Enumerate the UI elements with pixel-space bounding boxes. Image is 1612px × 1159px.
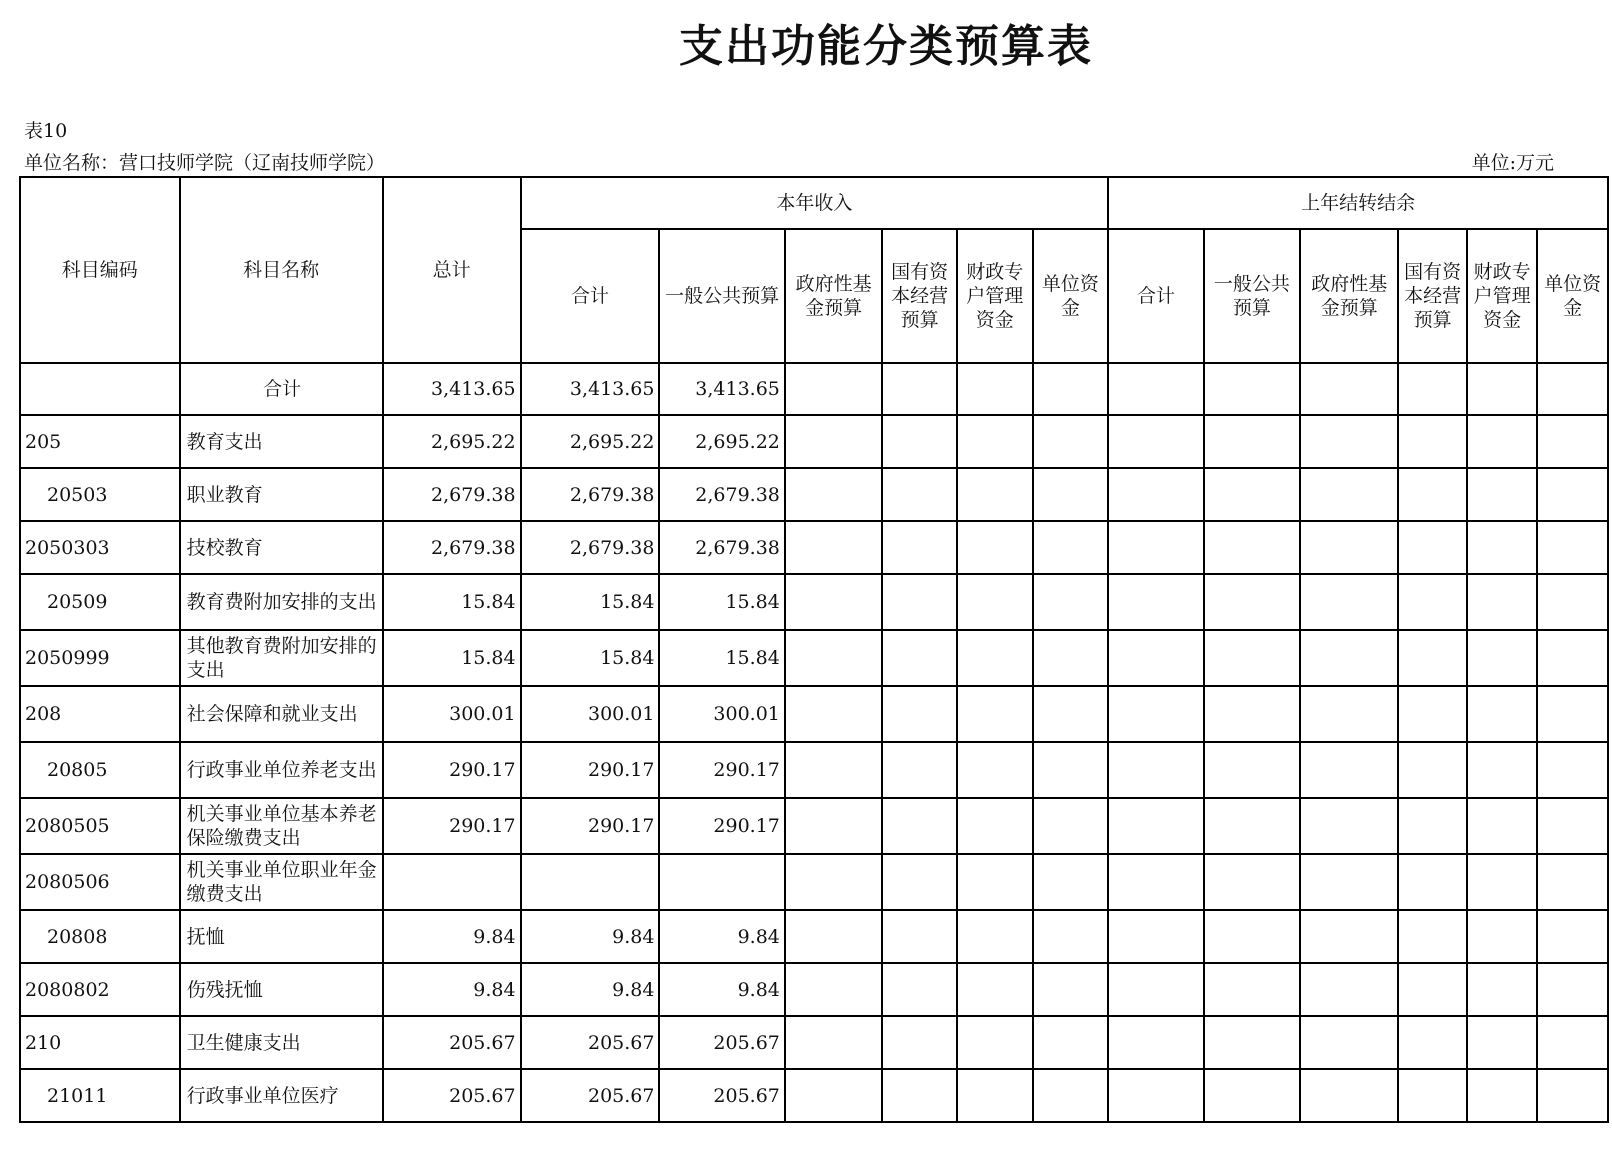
table-row — [20, 468, 1608, 521]
empty-cell — [1033, 742, 1109, 798]
cy-general-cell: 2,679.38 — [659, 468, 784, 521]
empty-cell — [785, 363, 882, 415]
table-row — [20, 363, 1608, 415]
empty-cell — [1204, 415, 1300, 468]
empty-cell — [882, 742, 957, 798]
table-row — [20, 854, 1608, 910]
unit-label: 单位:万元 — [1471, 152, 1554, 174]
empty-cell — [1537, 630, 1608, 686]
cy-general-cell: 2,695.22 — [659, 415, 784, 468]
header-cy-fiscal-special: 财政专户管理资金 — [957, 229, 1033, 363]
empty-cell — [1398, 415, 1466, 468]
empty-cell — [1204, 963, 1300, 1016]
empty-cell — [882, 686, 957, 742]
empty-cell — [1537, 1069, 1608, 1122]
cy-sum-cell: 9.84 — [521, 963, 660, 1016]
empty-cell — [957, 854, 1033, 910]
empty-cell — [1467, 415, 1537, 468]
empty-cell — [1467, 1016, 1537, 1069]
empty-cell — [785, 1016, 882, 1069]
header-cy-general: 一般公共预算 — [659, 229, 784, 363]
empty-cell — [882, 630, 957, 686]
empty-cell — [1033, 854, 1109, 910]
empty-cell — [1033, 686, 1109, 742]
empty-cell — [1204, 521, 1300, 574]
empty-cell — [1467, 468, 1537, 521]
table-row — [20, 742, 1608, 798]
empty-cell — [882, 415, 957, 468]
cy-general-cell: 15.84 — [659, 630, 784, 686]
empty-cell — [1204, 1016, 1300, 1069]
cy-sum-cell: 2,679.38 — [521, 468, 660, 521]
empty-cell — [957, 963, 1033, 1016]
header-co-unit-fund: 单位资金 — [1537, 229, 1608, 363]
header-co-state-capital: 国有资本经营预算 — [1398, 229, 1466, 363]
empty-cell — [1204, 574, 1300, 630]
subject-name-cell: 其他教育费附加安排的支出 — [180, 630, 383, 686]
total-cell: 300.01 — [383, 686, 521, 742]
total-cell: 290.17 — [383, 742, 521, 798]
empty-cell — [1467, 574, 1537, 630]
empty-cell — [785, 1069, 882, 1122]
subject-name-cell: 技校教育 — [180, 521, 383, 574]
cy-sum-cell: 290.17 — [521, 798, 660, 854]
header-co-sum: 合计 — [1108, 229, 1203, 363]
empty-cell — [1467, 630, 1537, 686]
total-cell: 2,695.22 — [383, 415, 521, 468]
subject-code-cell: 2050303 — [20, 521, 180, 574]
empty-cell — [1537, 468, 1608, 521]
empty-cell — [1300, 854, 1398, 910]
empty-cell — [1467, 742, 1537, 798]
table-header — [20, 177, 1608, 363]
cy-general-cell: 290.17 — [659, 798, 784, 854]
total-cell: 15.84 — [383, 630, 521, 686]
empty-cell — [785, 521, 882, 574]
cy-sum-cell: 15.84 — [521, 630, 660, 686]
header-name: 科目名称 — [180, 177, 383, 363]
total-cell: 9.84 — [383, 963, 521, 1016]
empty-cell — [1467, 521, 1537, 574]
empty-cell — [1537, 742, 1608, 798]
cy-sum-cell: 3,413.65 — [521, 363, 660, 415]
empty-cell — [1108, 854, 1203, 910]
table-row — [20, 1069, 1608, 1122]
header-cy-unit-fund: 单位资金 — [1033, 229, 1109, 363]
empty-cell — [785, 630, 882, 686]
table-row — [20, 686, 1608, 742]
subject-code-cell — [20, 363, 180, 415]
subject-code-cell: 208 — [20, 686, 180, 742]
empty-cell — [1467, 1069, 1537, 1122]
empty-cell — [882, 854, 957, 910]
empty-cell — [1537, 910, 1608, 963]
cy-sum-cell — [521, 854, 660, 910]
empty-cell — [785, 415, 882, 468]
empty-cell — [1398, 574, 1466, 630]
subject-code-cell: 210 — [20, 1016, 180, 1069]
empty-cell — [1398, 1016, 1466, 1069]
empty-cell — [1300, 415, 1398, 468]
empty-cell — [1300, 574, 1398, 630]
cy-general-cell — [659, 854, 784, 910]
unit-name: 单位名称：营口技师学院（辽南技师学院） — [24, 152, 386, 174]
subject-code-cell: 20805 — [20, 742, 180, 798]
cy-sum-cell: 9.84 — [521, 910, 660, 963]
subject-name-cell: 职业教育 — [180, 468, 383, 521]
empty-cell — [1300, 686, 1398, 742]
subject-code-cell: 20808 — [20, 910, 180, 963]
empty-cell — [957, 363, 1033, 415]
empty-cell — [785, 798, 882, 854]
empty-cell — [1033, 798, 1109, 854]
empty-cell — [1300, 468, 1398, 521]
header-total: 总计 — [383, 177, 521, 363]
subject-name-cell: 行政事业单位养老支出 — [180, 742, 383, 798]
subject-code-cell: 20503 — [20, 468, 180, 521]
empty-cell — [957, 686, 1033, 742]
empty-cell — [882, 1069, 957, 1122]
cy-general-cell: 290.17 — [659, 742, 784, 798]
empty-cell — [1398, 963, 1466, 1016]
header-carryover: 上年结转结余 — [1108, 177, 1608, 229]
empty-cell — [1398, 742, 1466, 798]
cy-sum-cell: 2,695.22 — [521, 415, 660, 468]
empty-cell — [1108, 1016, 1203, 1069]
empty-cell — [957, 468, 1033, 521]
empty-cell — [1398, 468, 1466, 521]
empty-cell — [1398, 686, 1466, 742]
header-co-gov-fund: 政府性基金预算 — [1300, 229, 1398, 363]
header-current-year: 本年收入 — [521, 177, 1109, 229]
empty-cell — [882, 521, 957, 574]
empty-cell — [1108, 363, 1203, 415]
subject-name-cell: 伤残抚恤 — [180, 963, 383, 1016]
cy-general-cell: 9.84 — [659, 963, 784, 1016]
table-row — [20, 798, 1608, 854]
subject-code-cell: 2080505 — [20, 798, 180, 854]
empty-cell — [1467, 363, 1537, 415]
empty-cell — [1398, 521, 1466, 574]
subject-name-cell: 机关事业单位基本养老保险缴费支出 — [180, 798, 383, 854]
empty-cell — [1537, 686, 1608, 742]
subject-name-cell: 合计 — [180, 363, 383, 415]
cy-sum-cell: 290.17 — [521, 742, 660, 798]
table-row — [20, 963, 1608, 1016]
empty-cell — [882, 910, 957, 963]
empty-cell — [1204, 1069, 1300, 1122]
empty-cell — [1033, 1016, 1109, 1069]
total-cell: 15.84 — [383, 574, 521, 630]
empty-cell — [1108, 910, 1203, 963]
table-row — [20, 910, 1608, 963]
empty-cell — [1467, 854, 1537, 910]
empty-cell — [1300, 963, 1398, 1016]
subject-code-cell: 21011 — [20, 1069, 180, 1122]
empty-cell — [1033, 415, 1109, 468]
empty-cell — [1204, 910, 1300, 963]
empty-cell — [1108, 742, 1203, 798]
empty-cell — [1537, 574, 1608, 630]
header-co-general: 一般公共预算 — [1204, 229, 1300, 363]
empty-cell — [1398, 854, 1466, 910]
total-cell: 2,679.38 — [383, 521, 521, 574]
empty-cell — [1398, 910, 1466, 963]
empty-cell — [957, 521, 1033, 574]
empty-cell — [785, 468, 882, 521]
empty-cell — [785, 742, 882, 798]
empty-cell — [1537, 963, 1608, 1016]
table-row — [20, 574, 1608, 630]
empty-cell — [785, 854, 882, 910]
empty-cell — [1033, 363, 1109, 415]
subject-name-cell: 社会保障和就业支出 — [180, 686, 383, 742]
subject-name-cell: 卫生健康支出 — [180, 1016, 383, 1069]
empty-cell — [957, 1016, 1033, 1069]
empty-cell — [1537, 363, 1608, 415]
empty-cell — [882, 963, 957, 1016]
cy-general-cell: 300.01 — [659, 686, 784, 742]
header-cy-state-capital: 国有资本经营预算 — [882, 229, 957, 363]
empty-cell — [1537, 521, 1608, 574]
empty-cell — [1467, 910, 1537, 963]
cy-sum-cell: 300.01 — [521, 686, 660, 742]
empty-cell — [1537, 415, 1608, 468]
empty-cell — [1300, 630, 1398, 686]
empty-cell — [1108, 798, 1203, 854]
empty-cell — [1033, 630, 1109, 686]
empty-cell — [957, 910, 1033, 963]
empty-cell — [785, 686, 882, 742]
empty-cell — [1398, 363, 1466, 415]
cy-sum-cell: 15.84 — [521, 574, 660, 630]
total-cell: 205.67 — [383, 1016, 521, 1069]
table-row — [20, 630, 1608, 686]
subject-code-cell: 2050999 — [20, 630, 180, 686]
empty-cell — [957, 415, 1033, 468]
empty-cell — [882, 798, 957, 854]
table-row — [20, 1016, 1608, 1069]
empty-cell — [1300, 1016, 1398, 1069]
empty-cell — [1204, 630, 1300, 686]
empty-cell — [1204, 742, 1300, 798]
empty-cell — [1204, 798, 1300, 854]
subject-name-cell: 教育费附加安排的支出 — [180, 574, 383, 630]
header-cy-gov-fund: 政府性基金预算 — [785, 229, 882, 363]
table-body — [20, 363, 1608, 1122]
empty-cell — [1537, 798, 1608, 854]
subject-code-cell: 2080802 — [20, 963, 180, 1016]
empty-cell — [1204, 468, 1300, 521]
total-cell: 290.17 — [383, 798, 521, 854]
header-co-fiscal-special: 财政专户管理资金 — [1467, 229, 1537, 363]
cy-sum-cell: 205.67 — [521, 1016, 660, 1069]
budget-table — [19, 176, 1609, 1123]
subject-name-cell: 机关事业单位职业年金缴费支出 — [180, 854, 383, 910]
empty-cell — [1537, 854, 1608, 910]
empty-cell — [1108, 686, 1203, 742]
table-row — [20, 521, 1608, 574]
empty-cell — [1300, 742, 1398, 798]
empty-cell — [1108, 468, 1203, 521]
subject-name-cell: 教育支出 — [180, 415, 383, 468]
empty-cell — [957, 1069, 1033, 1122]
cy-sum-cell: 2,679.38 — [521, 521, 660, 574]
empty-cell — [785, 574, 882, 630]
empty-cell — [1108, 963, 1203, 1016]
empty-cell — [957, 630, 1033, 686]
cy-general-cell: 205.67 — [659, 1016, 784, 1069]
empty-cell — [957, 798, 1033, 854]
cy-sum-cell: 205.67 — [521, 1069, 660, 1122]
empty-cell — [1398, 798, 1466, 854]
empty-cell — [1033, 468, 1109, 521]
subject-name-cell: 行政事业单位医疗 — [180, 1069, 383, 1122]
empty-cell — [1204, 686, 1300, 742]
empty-cell — [1300, 521, 1398, 574]
empty-cell — [957, 742, 1033, 798]
empty-cell — [1300, 1069, 1398, 1122]
empty-cell — [1108, 415, 1203, 468]
subject-code-cell: 2080506 — [20, 854, 180, 910]
empty-cell — [882, 363, 957, 415]
cy-general-cell: 15.84 — [659, 574, 784, 630]
empty-cell — [1204, 854, 1300, 910]
subject-code-cell: 205 — [20, 415, 180, 468]
empty-cell — [1467, 686, 1537, 742]
empty-cell — [1033, 963, 1109, 1016]
empty-cell — [1300, 910, 1398, 963]
empty-cell — [957, 574, 1033, 630]
total-cell: 3,413.65 — [383, 363, 521, 415]
empty-cell — [882, 468, 957, 521]
empty-cell — [1108, 1069, 1203, 1122]
empty-cell — [1108, 630, 1203, 686]
empty-cell — [882, 574, 957, 630]
page-title: 支出功能分类预算表 — [679, 21, 1093, 72]
empty-cell — [1467, 798, 1537, 854]
empty-cell — [1398, 1069, 1466, 1122]
subject-code-cell: 20509 — [20, 574, 180, 630]
empty-cell — [1467, 963, 1537, 1016]
total-cell — [383, 854, 521, 910]
cy-general-cell: 2,679.38 — [659, 521, 784, 574]
empty-cell — [1033, 1069, 1109, 1122]
empty-cell — [1033, 910, 1109, 963]
cy-general-cell: 9.84 — [659, 910, 784, 963]
empty-cell — [882, 1016, 957, 1069]
empty-cell — [1204, 363, 1300, 415]
empty-cell — [785, 963, 882, 1016]
empty-cell — [1300, 363, 1398, 415]
subject-name-cell: 抚恤 — [180, 910, 383, 963]
total-cell: 2,679.38 — [383, 468, 521, 521]
empty-cell — [1033, 574, 1109, 630]
empty-cell — [785, 910, 882, 963]
header-cy-sum: 合计 — [521, 229, 660, 363]
total-cell: 205.67 — [383, 1069, 521, 1122]
empty-cell — [1300, 798, 1398, 854]
cy-general-cell: 3,413.65 — [659, 363, 784, 415]
empty-cell — [1108, 574, 1203, 630]
cy-general-cell: 205.67 — [659, 1069, 784, 1122]
total-cell: 9.84 — [383, 910, 521, 963]
empty-cell — [1398, 630, 1466, 686]
table-row — [20, 415, 1608, 468]
empty-cell — [1537, 1016, 1608, 1069]
empty-cell — [1108, 521, 1203, 574]
table-number: 表10 — [24, 120, 68, 142]
header-code: 科目编码 — [20, 177, 180, 363]
empty-cell — [1033, 521, 1109, 574]
